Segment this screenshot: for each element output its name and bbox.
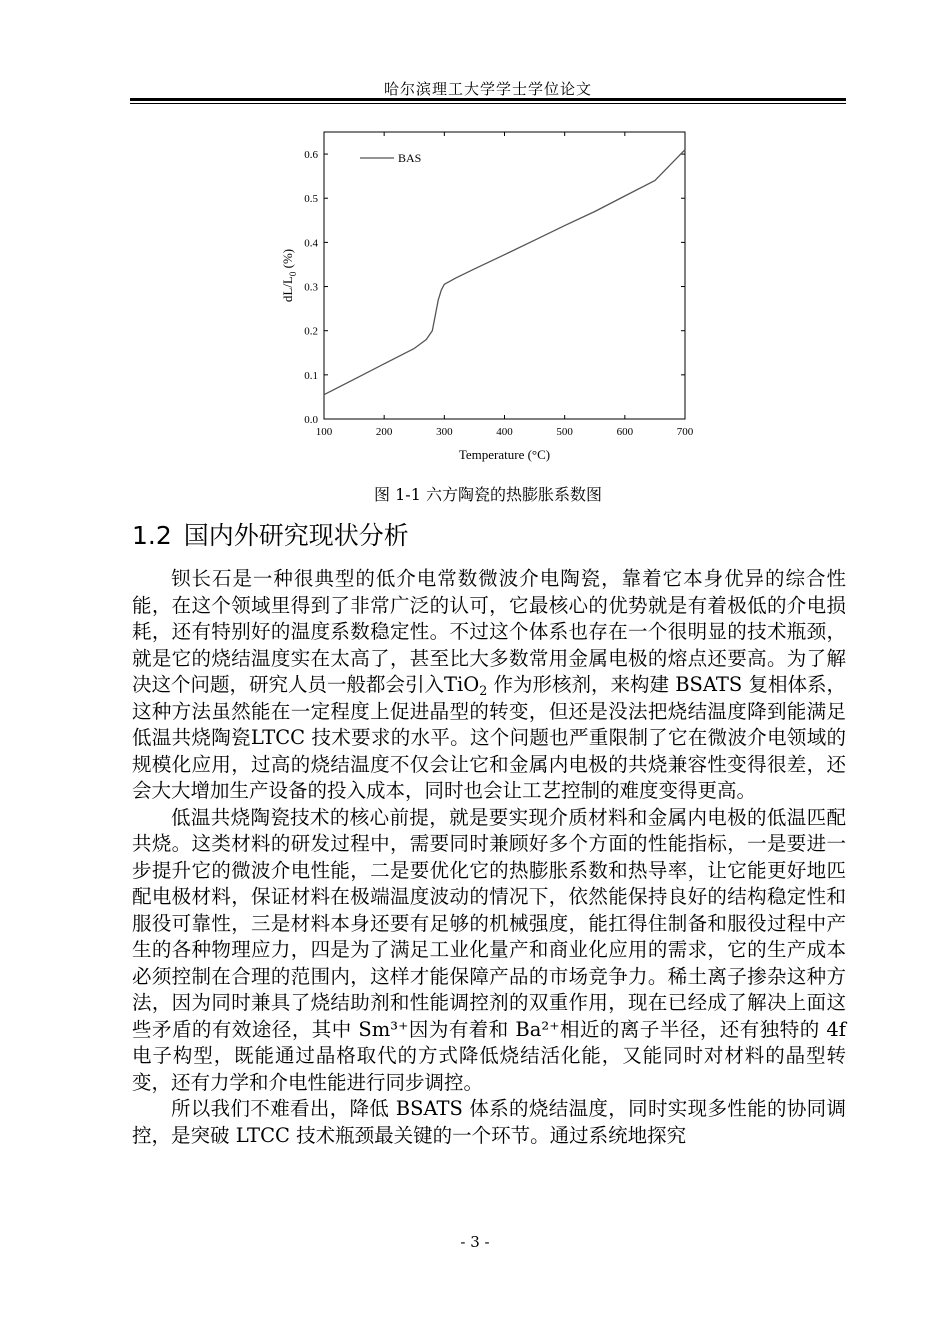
subscript-2: 2 [479, 682, 488, 698]
series-line-bas [324, 150, 685, 395]
x-tick-label: 100 [315, 426, 333, 438]
chart-series [324, 150, 685, 395]
section-heading [132, 516, 409, 552]
y-tick-label: 0.4 [304, 237, 318, 250]
section-title: 国内外研究现状分析 [183, 521, 409, 550]
running-header: 哈尔滨理工大学学士学位论文 [383, 80, 592, 98]
chart-legend [360, 151, 421, 165]
x-axis-label: Temperature (°C) [458, 447, 551, 462]
y-tick-label: 0.1 [304, 369, 318, 382]
y-tick-label: 0.6 [304, 149, 318, 162]
paragraph-3: 所以我们不难看出，降低 BSATS 体系的烧结温度，同时实现多性能的协同调控，是突破 LTCC 技术瓶颈最关键的一个环节。通过系统地探究 [132, 1097, 846, 1147]
legend-label: BAS [398, 151, 422, 165]
paragraph-2: 低温共烧陶瓷技术的核心前提，就是要实现介质材料和金属内电极的低温匹配共烧。这类材料的研发过程中，需要同时兼顾好多个方面的性能指标，一是要进一步提升它的微波介电性能，二是要优化它的热膨胀系数和热导率，让它能更好地匹配电极材料，保证材料在极端温度波动的情况下，依然能保持良好的结构稳定性和服役可靠性，三是材料本身还要有足够的机械强度，能扛得住制备和服役过程中产生的各种物理应力，四是为了满足工业化量产和商业化应用的需求，它的生产成本必须控制在合理的范围内，这样才能保障产品的市场竞争力。稀土离子掺杂这种方法，因为同时兼具了烧结助剂和性能调控剂的双重作用，现在已经成了解决上面这些矛盾的有效途径，其中 Sm³⁺因为有着和 Ba²⁺相近的离子半径，还有独特的 4f 电子构型，既能通过晶格取代的方式降低烧结活化能，又能同时对材料的晶型转变，还有力学和介电性能进行同步调控。 [132, 805, 846, 1094]
thermal-expansion-chart [270, 122, 710, 467]
x-tick-label: 300 [436, 426, 453, 438]
figure-caption: 图 1-1 六方陶瓷的热膨胀系数图 [374, 485, 602, 504]
paragraph-1: 钡长石是一种很典型的低介电常数微波介电陶瓷，靠着它本身优异的综合性能，在这个领域里得到了非常广泛的认可，它最核心的优势就是有着极低的介电损耗，还有特别好的温度系数稳定性。不过这个体系也存在一个很明显的技术瓶颈，就是它的烧结温度实在太高了，甚至比大多数常用金属电极的熔点还要高。为了解决这个问题，研究人员一般都会引入TiO$_2$ 作为形核剂，来构建 BSATS 复相体系，这种方法虽然能在一定程度上促进晶型的转变，但还是没法把烧结温度降到能满足低温共烧陶瓷LTCC 技术要求的水平。这个问题也严重限制了它在微波介电领域的规模化应用，过高的烧结温度不仅会让它和金属内电极的共烧兼容性变得很差，还会大大增加生产设备的投入成本，同时也会让工艺控制的难度变得更高。 [132, 567, 846, 802]
y-tick-label: 0.0 [304, 414, 318, 426]
plot-frame [324, 132, 685, 419]
x-tick-label: 600 [616, 426, 634, 438]
x-tick-label: 200 [375, 426, 393, 438]
x-tick-label: 400 [496, 426, 513, 438]
chart-ticks [304, 132, 694, 438]
y-tick-label: 0.3 [304, 281, 318, 294]
section-number: 1.2 [132, 521, 172, 550]
y-tick-label: 0.2 [304, 325, 318, 338]
page-number: - 3 - [460, 1233, 490, 1251]
y-axis-label: $dL/L_0$ (%) [280, 248, 298, 303]
y-tick-label: 0.5 [304, 193, 318, 206]
chart-axes [324, 132, 685, 419]
x-tick-label: 500 [556, 426, 573, 438]
x-tick-label: 700 [676, 426, 694, 438]
header-rule-thick [130, 98, 846, 101]
body-text [132, 566, 846, 1149]
header-rule-thin [130, 103, 846, 104]
